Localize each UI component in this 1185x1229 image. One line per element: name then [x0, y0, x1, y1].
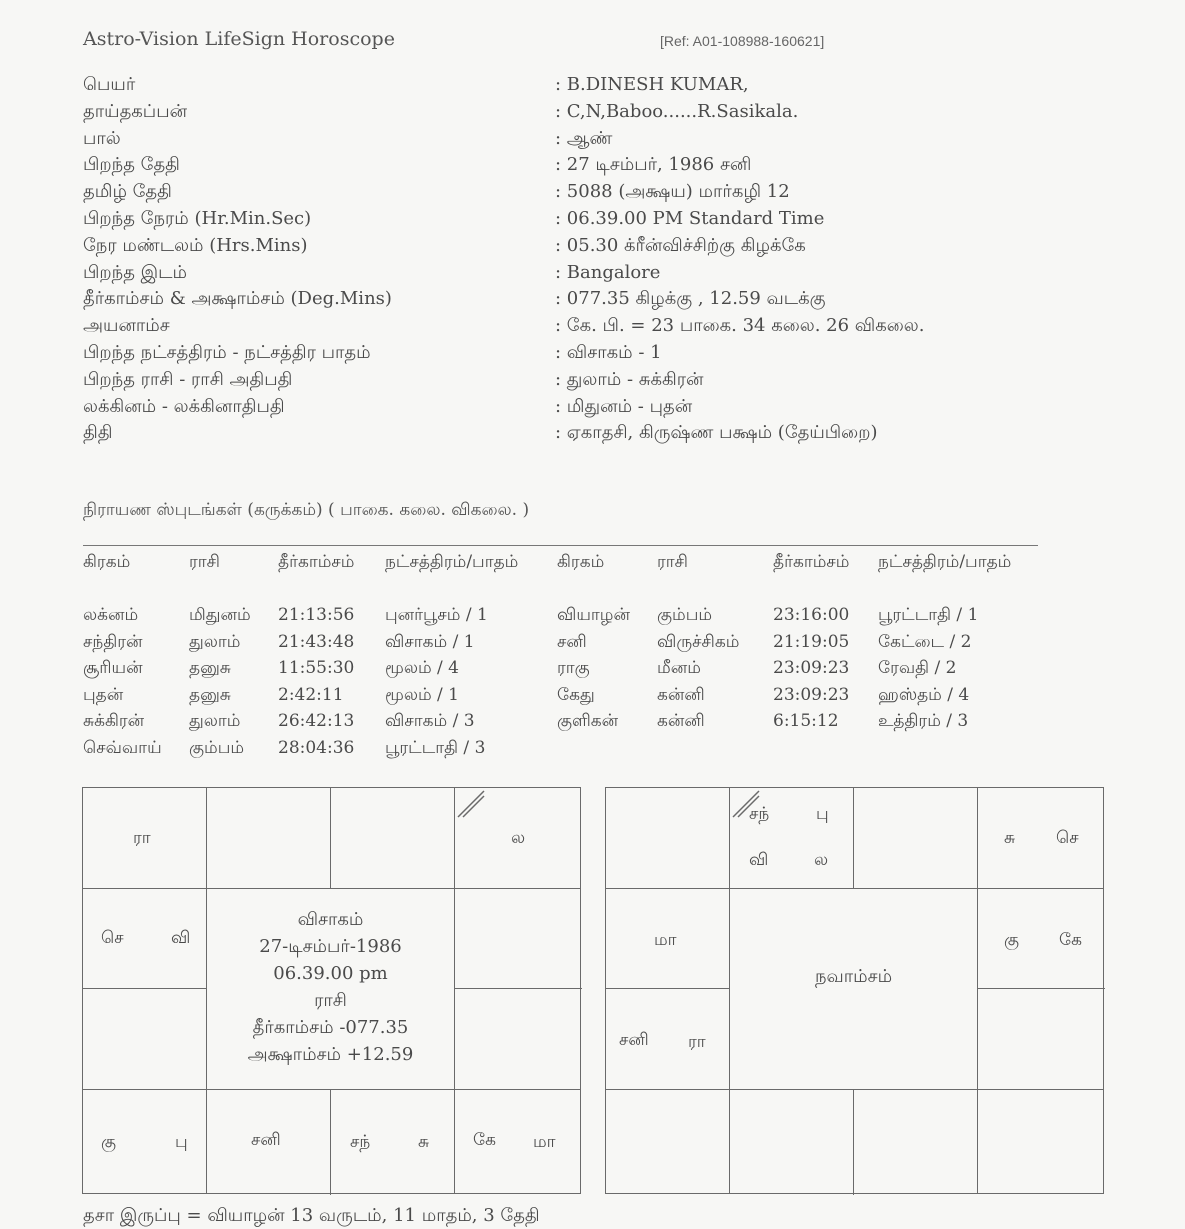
navamsa-cell-rishabam-1: சந்: [749, 804, 770, 824]
table-cell: புனர்பூசம் / 1: [385, 605, 488, 625]
table-cell: 21:13:56: [278, 605, 355, 625]
table-cell: சந்திரன்: [83, 631, 143, 652]
detail-label: பிறந்த நேரம் (Hr.Min.Sec): [83, 207, 312, 229]
table-cell: விருச்சிகம்: [657, 631, 740, 652]
navamsa-cell-kadagam-b: செ: [1056, 828, 1079, 848]
detail-row: [83, 154, 1083, 181]
table-cell: 23:09:23: [773, 658, 850, 678]
table-header: தீர்காம்சம்: [773, 552, 850, 572]
table-cell: பூரட்டாதி / 1: [878, 605, 979, 625]
table-cell: 26:42:13: [278, 711, 355, 731]
rasi-center-info: [207, 906, 454, 1068]
rasi-label: ராசி: [314, 990, 347, 1011]
table-cell: 11:55:30: [278, 658, 355, 678]
navamsa-cell-simham-a: கு: [1004, 930, 1020, 950]
detail-label: பிறந்த தேதி: [83, 154, 180, 176]
table-cell: விசாகம் / 1: [385, 631, 475, 652]
rasi-cell-kanni-a: கே: [473, 1130, 496, 1150]
detail-row: [83, 208, 1083, 235]
rasi-star: விசாகம்: [297, 909, 364, 930]
table-header: தீர்காம்சம்: [278, 552, 355, 572]
detail-row: [83, 369, 1083, 396]
detail-label: அயனாம்ச: [83, 315, 170, 337]
table-cell: 21:19:05: [773, 631, 850, 652]
navamsa-cell-makaram-b: ரா: [688, 1032, 706, 1052]
table-cell: கும்பம்: [189, 737, 245, 758]
table-cell: வியாழன்: [557, 605, 630, 625]
navamsa-center-label: நவாம்சம்: [814, 966, 893, 987]
detail-row: [83, 315, 1083, 342]
detail-value: : Bangalore: [555, 261, 661, 283]
detail-row: [83, 422, 1083, 449]
table-cell: மிதுனம்: [189, 605, 251, 625]
document-title: Astro-Vision LifeSign Horoscope: [83, 28, 395, 50]
navamsa-cell-simham-b: கே: [1059, 930, 1082, 950]
detail-value: : ஏகாதசி, கிருஷ்ண பக்ஷம் (தேய்பிறை): [555, 422, 878, 444]
detail-value: : விசாகம் - 1: [555, 341, 662, 363]
navamsa-cell-kumbam: மா: [654, 930, 677, 950]
table-cell: விசாகம் / 3: [385, 711, 475, 731]
birth-details: [83, 74, 1083, 449]
table-header: கிரகம்: [557, 552, 605, 572]
table-cell: கும்பம்: [657, 605, 713, 625]
table-cell: 28:04:36: [278, 737, 355, 758]
table-header: நட்சத்திரம்/பாதம்: [385, 552, 519, 572]
table-cell: கேது: [557, 684, 595, 705]
rasi-cell-mithunam: ல: [511, 828, 526, 848]
table-cell: துலாம்: [189, 631, 241, 652]
rasi-cell-meenam: ரா: [133, 828, 151, 848]
table-cell: ராகு: [557, 658, 590, 678]
rasi-cell-viruchigam: சனி: [251, 1130, 281, 1150]
table-cell: கன்னி: [657, 684, 705, 705]
navamsa-cell-rishabam-2: பு: [816, 804, 829, 824]
table-cell: ரேவதி / 2: [878, 658, 957, 678]
table-cell: சுக்கிரன்: [83, 711, 145, 731]
lagna-marker: [456, 789, 486, 819]
detail-row: [83, 262, 1083, 289]
detail-value: : கே. பி. = 23 பாகை. 34 கலை. 26 விகலை.: [555, 315, 925, 337]
navamsa-cell-kadagam-a: சு: [1004, 828, 1016, 848]
table-cell: லக்னம்: [83, 605, 139, 625]
table-cell: குளிகன்: [557, 711, 619, 731]
table-cell: கன்னி: [657, 711, 705, 731]
detail-label: பெயர்: [83, 74, 136, 95]
detail-row: [83, 288, 1083, 315]
rasi-time: 06.39.00 pm: [273, 963, 388, 984]
detail-value: : 06.39.00 PM Standard Time: [555, 207, 825, 229]
detail-label: பிறந்த ராசி - ராசி அதிபதி: [83, 368, 293, 390]
detail-row: [83, 74, 1083, 101]
detail-label: திதி: [83, 422, 113, 444]
detail-row: [83, 342, 1083, 369]
navamsa-chart: [605, 787, 1104, 1194]
table-cell: சூரியன்: [83, 658, 143, 678]
table-cell: கேட்டை / 2: [878, 631, 972, 652]
table-cell: மீனம்: [657, 658, 701, 678]
detail-row: [83, 181, 1083, 208]
table-cell: 23:16:00: [773, 605, 850, 625]
table-cell: 6:15:12: [773, 711, 839, 731]
detail-label: பிறந்த நட்சத்திரம் - நட்சத்திர பாதம்: [83, 341, 371, 363]
rasi-date: 27-டிசம்பர்-1986: [259, 936, 402, 957]
navamsa-cell-rishabam-3: வி: [749, 850, 769, 870]
detail-value: : மிதுனம் - புதன்: [555, 395, 693, 417]
detail-label: நேர மண்டலம் (Hrs.Mins): [83, 234, 308, 256]
detail-value: : 27 டிசம்பர், 1986 சனி: [555, 154, 752, 176]
table-cell: உத்திரம் / 3: [878, 711, 969, 731]
detail-value: : 05.30 க்ரீன்விச்சிற்கு கிழக்கே: [555, 234, 806, 256]
rasi-cell-kanni-b: மா: [533, 1132, 556, 1152]
detail-label: தாய்தகப்பன்: [83, 100, 188, 122]
table-cell: தனுசு: [189, 658, 231, 678]
rasi-cell-dhanusu-a: கு: [101, 1132, 117, 1152]
navamsa-cell-makaram-a: சனி: [619, 1030, 649, 1050]
detail-value: : 5088 (அக்ஷய) மார்கழி 12: [555, 181, 790, 203]
reference-number: [Ref: A01-108988-160621]: [660, 33, 825, 49]
table-cell: ஹஸ்தம் / 4: [878, 684, 970, 705]
detail-value: : ஆண்: [555, 127, 613, 149]
rasi-cell-kumbam-a: செ: [101, 928, 124, 948]
detail-label: பால்: [83, 127, 121, 149]
detail-value: : B.DINESH KUMAR,: [555, 74, 749, 95]
table-cell: 21:43:48: [278, 631, 355, 652]
table-header: ராசி: [189, 552, 220, 572]
rasi-longitude: தீர்காம்சம் -077.35: [252, 1017, 409, 1038]
rasi-cell-kumbam-b: வி: [171, 928, 191, 948]
table-header: ராசி: [657, 552, 688, 572]
detail-value: : C,N,Baboo......R.Sasikala.: [555, 100, 799, 122]
rasi-chart: [82, 787, 581, 1194]
detail-row: [83, 235, 1083, 262]
divider: [83, 545, 1038, 546]
table-cell: துலாம்: [189, 711, 241, 731]
table-header: நட்சத்திரம்/பாதம்: [878, 552, 1012, 572]
detail-label: பிறந்த இடம்: [83, 261, 187, 283]
detail-row: [83, 101, 1083, 128]
table-cell: மூலம் / 1: [385, 684, 459, 705]
table-header: கிரகம்: [83, 552, 131, 572]
rasi-cell-thulam-a: சந்: [350, 1132, 371, 1152]
table-cell: செவ்வாய்: [83, 737, 162, 758]
table-cell: தனுசு: [189, 684, 231, 705]
table-cell: சனி: [557, 631, 587, 652]
detail-value: : 077.35 கிழக்கு , 12.59 வடக்கு: [555, 288, 826, 310]
detail-label: தமிழ் தேதி: [83, 181, 172, 203]
rasi-cell-thulam-b: சு: [418, 1132, 430, 1152]
rasi-latitude: அக்ஷாம்சம் +12.59: [247, 1044, 414, 1065]
rasi-cell-dhanusu-b: பு: [175, 1132, 188, 1152]
detail-label: லக்கினம் - லக்கினாதிபதி: [83, 395, 285, 417]
dasa-balance: தசா இருப்பு = வியாழன் 13 வருடம், 11 மாதம், 3 தேதி: [83, 1205, 540, 1226]
table-cell: மூலம் / 4: [385, 658, 459, 678]
positions-title: நிராயண ஸ்புடங்கள் (கருக்கம்) ( பாகை. கலை. விகலை. ): [83, 500, 530, 520]
navamsa-cell-rishabam-4: ல: [814, 850, 829, 870]
detail-label: தீர்காம்சம் & அக்ஷாம்சம் (Deg.Mins): [83, 288, 392, 310]
table-cell: 23:09:23: [773, 684, 850, 705]
detail-row: [83, 396, 1083, 423]
table-cell: பூரட்டாதி / 3: [385, 737, 486, 758]
detail-value: : துலாம் - சுக்கிரன்: [555, 368, 704, 390]
table-cell: புதன்: [83, 684, 124, 705]
table-cell: 2:42:11: [278, 684, 344, 705]
detail-row: [83, 128, 1083, 155]
